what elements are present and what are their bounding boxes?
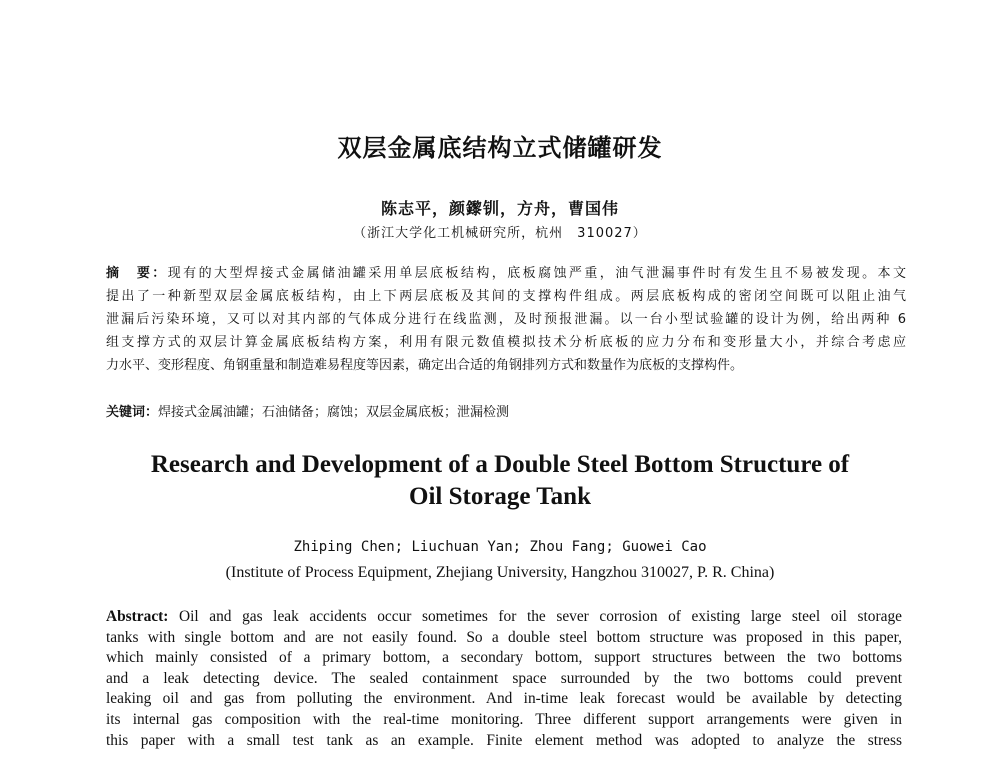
chinese-abstract-line <box>106 262 906 285</box>
chinese-authors: 陈志平，颜鑗钏，方舟，曹国伟 <box>380 199 619 218</box>
english-abstract <box>106 607 902 751</box>
english-title <box>80 449 920 513</box>
english-abstract-label: Abstract: <box>106 608 169 625</box>
english-abstract-line: leaking oil and gas from polluting the environment. And in-time leak forecast would be available by detecting <box>106 690 902 708</box>
english-affiliation: (Institute of Process Equipment, Zhejiang University, Hangzhou 310027, P. R. China) <box>225 564 775 581</box>
english-abstract-line: which mainly consisted of a primary bottom, a secondary bottom, support structures between the two bottoms <box>106 649 902 667</box>
chinese-abstract-line: 泄漏后污染环境，又可以对其内部的气体成分进行在线监测，及时预报泄漏。以一台小型试验罐的设计为例，给出两种 6 <box>106 312 906 327</box>
english-abstract-line: and a leak detecting device. The sealed containment space surrounded by the two bottoms could prevent <box>106 669 902 687</box>
english-title-line: Research and Development of a Double Steel Bottom Structure of <box>150 451 850 478</box>
english-abstract-line: its internal gas composition with the real-time monitoring. Three different support arrangements were given in <box>106 710 902 728</box>
chinese-title: 双层金属底结构立式储罐研发 <box>337 134 663 162</box>
chinese-abstract-label: 摘 要： <box>106 266 168 281</box>
english-abstract-line: tanks with single bottom and are not easily found. So a double steel bottom structure was proposed in this paper, <box>106 628 902 646</box>
english-abstract-line <box>106 607 902 628</box>
chinese-keywords-label: 关键词： <box>106 405 159 420</box>
chinese-abstract-line: 组支撑方式的双层计算金属底板结构方案，利用有限元数值模拟技术分析底板的应力分布和变形量大小，并综合考虑应 <box>106 335 906 350</box>
english-authors: Zhiping Chen; Liuchuan Yan; Zhou Fang; Guowei Cao <box>293 539 707 555</box>
chinese-abstract-line: 力水平、变形程度、角钢重量和制造难易程度等因素，确定出合适的角钢排列方式和数量作为底板的支撑构件。 <box>106 358 744 373</box>
chinese-affiliation: （浙江大学化工机械研究所，杭州 310027） <box>353 226 647 241</box>
chinese-keywords <box>106 401 906 420</box>
english-abstract-line: this paper with a small test tank as an example. Finite element method was adopted to analyze the stress <box>106 731 902 749</box>
chinese-abstract-line: 提出了一种新型双层金属底板结构，由上下两层底板及其间的支撑构件组成。两层底板构成的密闭空间既可以阻止油气 <box>106 289 906 304</box>
english-title-line: Oil Storage Tank <box>409 483 591 510</box>
chinese-abstract <box>106 262 906 377</box>
english-abstract-text: Oil and gas leak accidents occur sometimes for the sever corrosion of existing large steel oil storage <box>179 608 902 625</box>
chinese-keywords-text: 焊接式金属油罐；石油储备；腐蚀；双层金属底板；泄漏检测 <box>158 405 510 420</box>
chinese-abstract-text: 现有的大型焊接式金属储油罐采用单层底板结构，底板腐蚀严重，油气泄漏事件时有发生且不易被发现。本文 <box>167 266 906 281</box>
